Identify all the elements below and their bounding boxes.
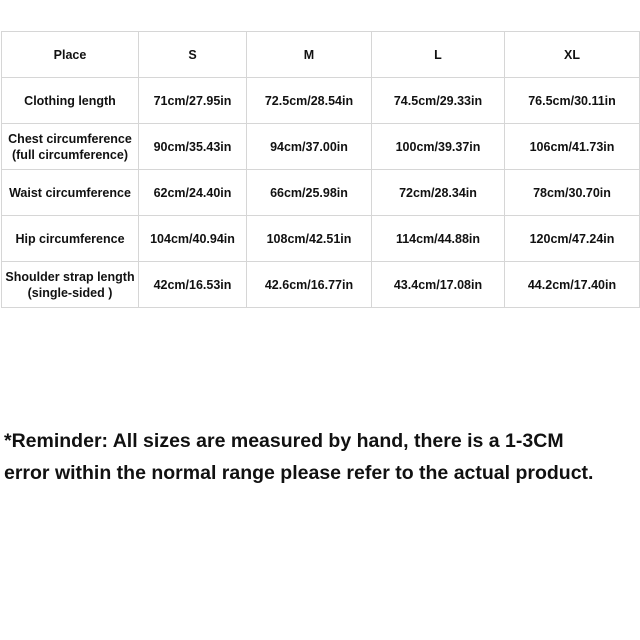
header-size-s: S bbox=[139, 32, 247, 78]
table-cell: 43.4cm/17.08in bbox=[372, 262, 505, 308]
header-row bbox=[2, 32, 640, 78]
row-label-hip-circumference bbox=[2, 216, 139, 262]
table-row bbox=[2, 124, 640, 170]
table-cell: 72.5cm/28.54in bbox=[247, 78, 372, 124]
row-label-line: Waist circumference bbox=[9, 185, 131, 200]
table-cell: 106cm/41.73in bbox=[505, 124, 640, 170]
row-label-line: Chest circumference bbox=[8, 131, 132, 146]
header-place: Place bbox=[2, 32, 139, 78]
reminder-line: error within the normal range please refer to the actual product. bbox=[4, 462, 594, 484]
table-row bbox=[2, 262, 640, 308]
table-cell: 74.5cm/29.33in bbox=[372, 78, 505, 124]
table-cell: 78cm/30.70in bbox=[505, 170, 640, 216]
table-cell: 71cm/27.95in bbox=[139, 78, 247, 124]
table-cell: 62cm/24.40in bbox=[139, 170, 247, 216]
reminder-note bbox=[4, 425, 640, 489]
table-cell: 72cm/28.34in bbox=[372, 170, 505, 216]
table-cell: 66cm/25.98in bbox=[247, 170, 372, 216]
table-cell: 94cm/37.00in bbox=[247, 124, 372, 170]
table-row bbox=[2, 78, 640, 124]
row-label-line: Clothing length bbox=[24, 93, 116, 108]
table-cell: 90cm/35.43in bbox=[139, 124, 247, 170]
row-label-waist-circumference bbox=[2, 170, 139, 216]
table-cell: 44.2cm/17.40in bbox=[505, 262, 640, 308]
header-size-m: M bbox=[247, 32, 372, 78]
table-cell: 108cm/42.51in bbox=[247, 216, 372, 262]
table-cell: 120cm/47.24in bbox=[505, 216, 640, 262]
table-cell: 76.5cm/30.11in bbox=[505, 78, 640, 124]
row-label-line: (full circumference) bbox=[11, 147, 128, 162]
row-label-line: Shoulder strap length bbox=[5, 269, 135, 284]
header-size-xl: XL bbox=[505, 32, 640, 78]
table-cell: 42.6cm/16.77in bbox=[247, 262, 372, 308]
reminder-line: *Reminder: All sizes are measured by hand, there is a 1-3CM bbox=[4, 430, 564, 452]
table-cell: 100cm/39.37in bbox=[372, 124, 505, 170]
table-cell: 42cm/16.53in bbox=[139, 262, 247, 308]
row-label-shoulder-strap-length bbox=[2, 262, 139, 308]
table-row bbox=[2, 170, 640, 216]
row-label-line: (single-sided ) bbox=[27, 285, 113, 300]
size-chart-table bbox=[1, 31, 640, 308]
table-cell: 104cm/40.94in bbox=[139, 216, 247, 262]
row-label-line: Hip circumference bbox=[15, 231, 125, 246]
row-label-chest-circumference bbox=[2, 124, 139, 170]
table-cell: 114cm/44.88in bbox=[372, 216, 505, 262]
row-label-clothing-length bbox=[2, 78, 139, 124]
header-size-l: L bbox=[372, 32, 505, 78]
table-row bbox=[2, 216, 640, 262]
